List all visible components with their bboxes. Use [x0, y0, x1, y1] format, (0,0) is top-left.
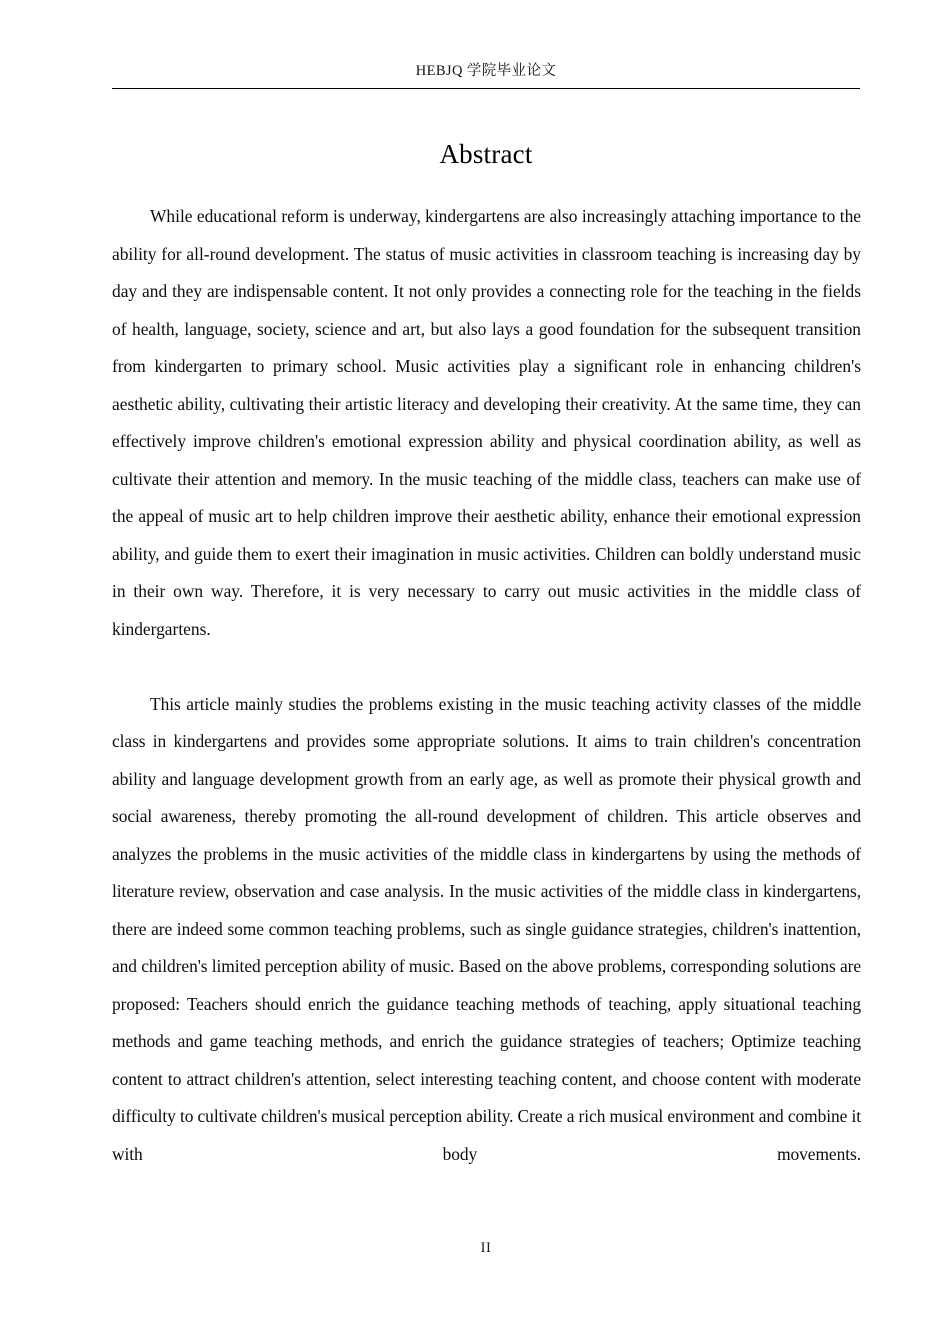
running-header-text: HEBJQ 学院毕业论文 — [415, 63, 557, 79]
page-title: Abstract — [439, 139, 533, 170]
page-number: II — [480, 1240, 492, 1256]
paragraph-2: This article mainly studies the problems existing in the music teaching activity classes of the middle class in kindergartens and provides some appropriate solutions. It aims to train children's concentration ability and language development growth from an early age, as well as promote their physical growth and social awareness, thereby promoting the all-round development of children. This article observes and analyzes the problems in the music activities of the middle class in kindergartens by using the methods of literature review, observation and case analysis. In the music activities of the middle class in kindergartens, there are indeed some common teaching problems, such as single guidance strategies, children's inattention, and children's limited perception ability of music. Based on the above problems, corresponding solutions are proposed: Teachers should enrich the guidance teaching methods of teaching, apply situational teaching methods and game teaching methods, and enrich the guidance strategies of teachers; Optimize teaching content to attract children's attention, select interesting teaching content, and choose content with moderate difficulty to cultivate children's musical perception ability. Create a rich musical environment and combine it with body movements. — [112, 693, 861, 1164]
paragraph-1: While educational reform is underway, kindergartens are also increasingly attaching importance to the ability for all-round development. The status of music activities in classroom teaching is increasing day by day and they are indispensable content. It not only provides a connecting role for the teaching in the fields of health, language, society, science and art, but also lays a good foundation for the subsequent transition from kindergarten to primary school. Music activities play a significant role in enhancing children's aesthetic ability, cultivating their artistic literacy and developing their creativity. At the same time, they can effectively improve children's emotional expression ability and physical coordination ability, as well as cultivate their attention and memory. In the music teaching of the middle class, teachers can make use of the appeal of music art to help children improve their aesthetic ability, enhance their emotional expression ability, and guide them to exert their imagination in music activities. Children can boldly understand music in their own way. Therefore, it is very necessary to carry out music activities in the middle class of kindergartens. — [112, 206, 861, 639]
running-header — [112, 62, 860, 80]
abstract-body — [112, 198, 861, 1211]
header-divider-rule — [112, 88, 860, 89]
